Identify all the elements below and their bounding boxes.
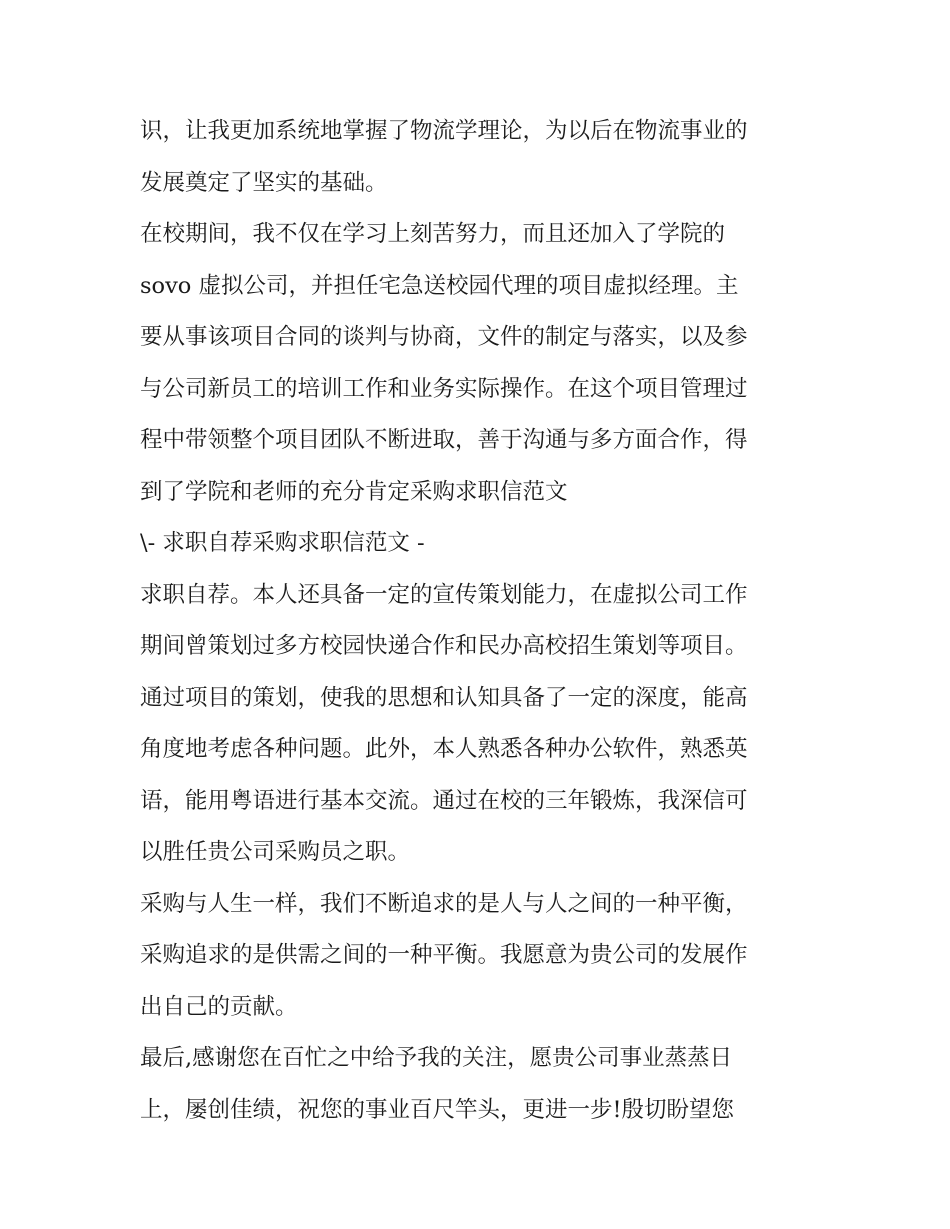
text-line-7: 程中带领整个项目团队不断进取，善于沟通与多方面合作，得 xyxy=(140,427,748,453)
text-line-2: 发展奠定了坚实的基础。 xyxy=(140,169,388,196)
text-line-20: 上，屡创佳绩，祝您的事业百尺竿头，更进一步!殷切盼望您 xyxy=(140,1096,735,1123)
text-line-14: 语，能用粤语进行基本交流。通过在校的三年锻炼，我深信可 xyxy=(140,787,748,814)
text-line-18: 出自己的贡献。 xyxy=(140,993,298,1020)
text-line-13: 角度地考虑各种问题。此外，本人熟悉各种办公软件，熟悉英 xyxy=(140,736,748,762)
text-line-19: 最后,感谢您在百忙之中给予我的关注，愿贵公司事业蒸蒸日 xyxy=(140,1045,733,1071)
text-line-16: 采购与人生一样，我们不断追求的是人与人之间的一种平衡， xyxy=(140,890,748,917)
text-line-5: 要从事该项目合同的谈判与协商，文件的制定与落实，以及参 xyxy=(140,324,748,350)
text-line-15: 以胜任贵公司采购员之职。 xyxy=(140,839,411,865)
section-heading: \- 求职自荐采购求职信范文 - xyxy=(140,530,425,556)
body-text xyxy=(140,106,820,1136)
text-line-3: 在校期间，我不仅在学习上刻苦努力，而且还加入了学院的 xyxy=(140,221,726,247)
text-line-10: 求职自荐。本人还具备一定的宣传策划能力，在虚拟公司工作 xyxy=(140,581,748,608)
text-line-6: 与公司新员工的培训工作和业务实际操作。在这个项目管理过 xyxy=(140,375,748,402)
text-line-8: 到了学院和老师的充分肯定采购求职信范文 xyxy=(140,478,568,505)
text-line-1: 识，让我更加系统地掌握了物流学理论，为以后在物流事业的 xyxy=(140,118,748,144)
text-line-12: 通过项目的策划，使我的思想和认知具备了一定的深度，能高 xyxy=(140,684,748,711)
text-line-4: sovo 虚拟公司，并担任宅急送校园代理的项目虚拟经理。主 xyxy=(140,272,739,299)
text-line-11: 期间曾策划过多方校园快递合作和民办高校招生策划等项目。 xyxy=(140,633,748,659)
text-line-17: 采购追求的是供需之间的一种平衡。我愿意为贵公司的发展作 xyxy=(140,942,748,968)
